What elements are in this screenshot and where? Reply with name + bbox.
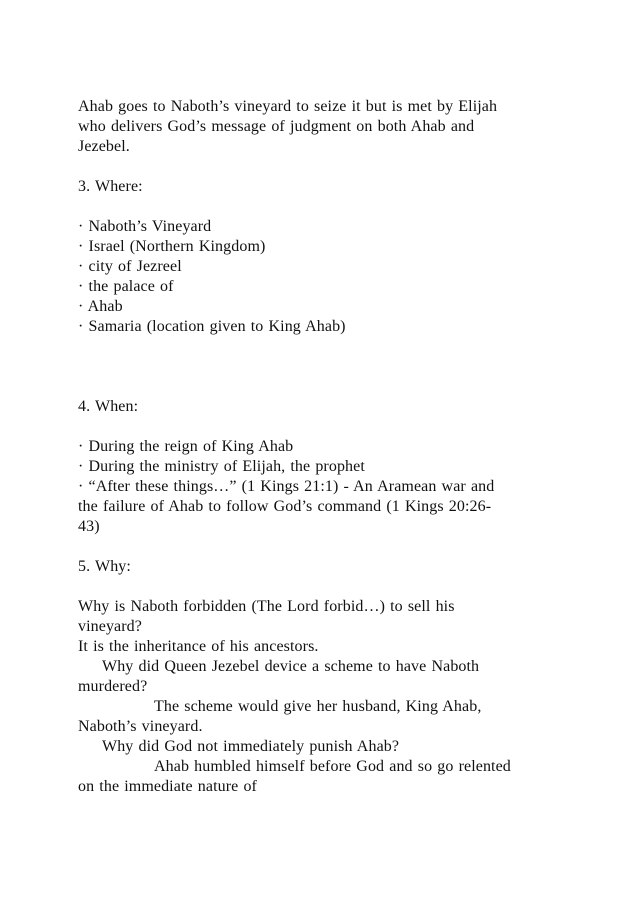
question-line: murdered?: [78, 678, 148, 695]
list-item-continuation: 43): [78, 518, 100, 535]
list-item: · city of Jezreel: [78, 258, 182, 275]
section-heading-why: 5. Why:: [78, 558, 131, 575]
answer-line: on the immediate nature of: [78, 778, 257, 795]
list-item: · the palace of: [78, 278, 174, 295]
list-item: · Israel (Northern Kingdom): [78, 238, 266, 255]
intro-line: Ahab goes to Naboth’s vineyard to seize it but is met by Elijah: [78, 98, 498, 115]
list-item: · Samaria (location given to King Ahab): [78, 318, 346, 335]
answer-line: It is the inheritance of his ancestors.: [78, 638, 319, 655]
question-line: Why did God not immediately punish Ahab?: [102, 738, 400, 755]
spacer: [78, 577, 578, 597]
list-item: · During the ministry of Elijah, the prophet: [78, 458, 365, 475]
section-heading-when: 4. When:: [78, 398, 139, 415]
document-body: [78, 97, 578, 797]
spacer: [78, 157, 578, 177]
spacer: [78, 417, 578, 437]
list-item-continuation: the failure of Ahab to follow God’s command (1 Kings 20:26-: [78, 498, 492, 515]
section-heading-where: 3. Where:: [78, 178, 143, 195]
question-line: Why is Naboth forbidden (The Lord forbid…) to sell his: [78, 598, 455, 615]
spacer: [78, 197, 578, 217]
list-item: · Ahab: [78, 298, 123, 315]
intro-line: who delivers God’s message of judgment on both Ahab and: [78, 118, 475, 135]
list-item: · “After these things…” (1 Kings 21:1) - An Aramean war and: [78, 478, 495, 495]
answer-line: Ahab humbled himself before God and so go relented: [154, 758, 511, 775]
answer-line: Naboth’s vineyard.: [78, 718, 203, 735]
intro-line: Jezebel.: [78, 138, 130, 155]
question-line: Why did Queen Jezebel device a scheme to have Naboth: [102, 658, 480, 675]
answer-line: The scheme would give her husband, King Ahab,: [154, 698, 482, 715]
list-item: · During the reign of King Ahab: [78, 438, 294, 455]
list-item: · Naboth’s Vineyard: [78, 218, 212, 235]
spacer: [78, 537, 578, 557]
spacer: [78, 337, 578, 397]
question-line: vineyard?: [78, 618, 142, 635]
